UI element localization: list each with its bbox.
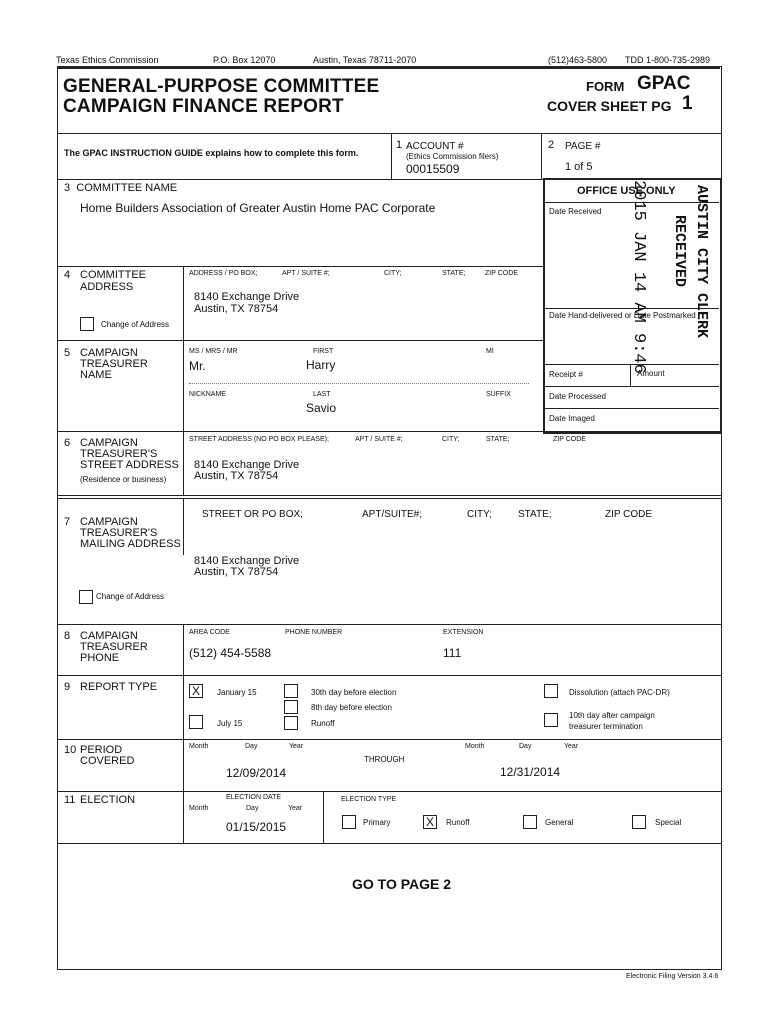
election-primary-label: Primary [363, 818, 391, 827]
committee-address-number: 4 [64, 269, 71, 281]
report-10day-label1: 10th day after campaign [569, 711, 655, 720]
report-8day-checkbox[interactable] [284, 700, 298, 714]
treasurer-name-label3: NAME [80, 369, 112, 381]
report-jan15-label: January 15 [217, 688, 257, 697]
received-stamp-label: RECEIVED [671, 215, 688, 288]
agency-po-box: P.O. Box 12070 [213, 55, 276, 65]
treasurer-mailing-line2[interactable]: Austin, TX 78754 [194, 566, 279, 578]
period-label1: PERIOD [80, 744, 123, 756]
col-apt-suite: APT / SUITE #; [282, 270, 330, 277]
report-type-label: REPORT TYPE [80, 681, 158, 693]
treasurer-last-name[interactable]: Savio [306, 401, 337, 415]
col-state: STATE; [442, 270, 466, 277]
committee-address-label1: COMMITTEE [80, 269, 146, 281]
date-processed-label: Date Processed [549, 392, 606, 401]
treasurer-phone-number: 8 [64, 630, 71, 642]
col-zip: ZIP CODE [485, 270, 518, 277]
col-street-apt: APT / SUITE #; [355, 436, 403, 443]
col-extension: EXTENSION [443, 629, 484, 636]
col-last: LAST [313, 391, 331, 398]
account-label: ACCOUNT # [406, 141, 464, 152]
office-use-title: OFFICE USE ONLY [577, 185, 676, 197]
election-runoff-label: Runoff [446, 818, 470, 827]
period-from-date[interactable]: 12/09/2014 [226, 766, 287, 780]
account-number-label: 1 [396, 139, 403, 151]
treasurer-street-label2: TREASURER'S [80, 448, 158, 460]
version-text: Electronic Filing Version 3.4.6 [626, 973, 719, 980]
period-through: THROUGH [364, 755, 405, 764]
report-30day-label: 30th day before election [311, 688, 397, 697]
date-imaged-label: Date Imaged [549, 414, 595, 423]
committee-change-address-label: Change of Address [101, 320, 170, 329]
period-to-day: Day [519, 743, 532, 750]
col-mailing-street: STREET OR PO BOX; [202, 509, 303, 520]
report-30day-checkbox[interactable] [284, 684, 298, 698]
cover-sheet-label: COVER SHEET PG [547, 98, 672, 114]
committee-name-label: 3 COMMITTEE NAME [64, 182, 178, 194]
election-date-label: ELECTION DATE [226, 794, 282, 801]
treasurer-mailing-line1[interactable]: 8140 Exchange Drive [194, 555, 300, 567]
treasurer-street-label4: (Residence or business) [80, 475, 167, 484]
col-mailing-zip: ZIP CODE [605, 509, 653, 520]
amount-label: Amount [637, 369, 665, 378]
treasurer-mailing-label3: MAILING ADDRESS [80, 538, 181, 550]
agency-phone: (512)463-5800 [548, 55, 608, 65]
committee-name-value[interactable]: Home Builders Association of Greater Austin Home PAC Corporate [80, 201, 436, 215]
agency-name: Texas Ethics Commission [56, 55, 159, 65]
election-year-label: Year [288, 805, 303, 812]
date-hand-delivered-label: Date Hand-delivered or Date Postmarked [549, 311, 696, 320]
report-jul15-label: July 15 [217, 719, 243, 728]
treasurer-street-label1: CAMPAIGN [80, 437, 138, 449]
agency-city: Austin, Texas 78711-2070 [313, 55, 417, 65]
goto-page-2: GO TO PAGE 2 [352, 876, 452, 892]
received-stamp-clerk: AUSTIN CITY CLERK [693, 185, 710, 339]
instructions-text: The GPAC INSTRUCTION GUIDE explains how to complete this form. [64, 148, 359, 158]
treasurer-first-name[interactable]: Harry [306, 358, 336, 372]
mailing-change-address-checkbox[interactable] [79, 590, 93, 604]
election-general-label: General [545, 818, 574, 827]
treasurer-street-number: 6 [64, 437, 71, 449]
mailing-change-address-label: Change of Address [96, 592, 165, 601]
col-area-code: AREA CODE [189, 629, 230, 636]
period-to-year: Year [564, 743, 579, 750]
treasurer-phone-value[interactable]: (512) 454-5588 [189, 646, 272, 660]
treasurer-phone-label2: TREASURER [80, 641, 148, 653]
election-runoff-checkbox[interactable]: X [423, 815, 437, 829]
report-jan15-checkbox[interactable]: X [189, 684, 203, 698]
election-label: ELECTION [80, 794, 136, 806]
treasurer-prefix[interactable]: Mr. [189, 359, 206, 373]
col-address-po: ADDRESS / PO BOX; [189, 270, 258, 277]
col-street-city: CITY; [442, 436, 460, 443]
treasurer-mailing-label2: TREASURER'S [80, 527, 158, 539]
election-special-checkbox[interactable] [632, 815, 646, 829]
col-mailing-state: STATE; [518, 509, 552, 520]
treasurer-mailing-label1: CAMPAIGN [80, 516, 138, 528]
committee-address-line1[interactable]: 8140 Exchange Drive [194, 291, 300, 303]
treasurer-name-label1: CAMPAIGN [80, 347, 138, 359]
treasurer-street-line2[interactable]: Austin, TX 78754 [194, 470, 279, 482]
report-jul15-checkbox[interactable] [189, 715, 203, 729]
election-month-label: Month [189, 805, 209, 812]
col-prefix: MS / MRS / MR [189, 348, 238, 355]
account-value[interactable]: 00015509 [406, 162, 460, 176]
receipt-label: Receipt # [549, 370, 583, 379]
col-street-zip: ZIP CODE [553, 436, 586, 443]
report-10day-label2: treasurer termination [569, 722, 643, 731]
date-received-label: Date Received [549, 207, 602, 216]
col-nickname: NICKNAME [189, 391, 226, 398]
form-title-line1: GENERAL-PURPOSE COMMITTEE [63, 76, 380, 97]
page-number-label: 2 [548, 139, 555, 151]
report-type-number: 9 [64, 681, 71, 693]
col-suffix: SUFFIX [486, 391, 511, 398]
treasurer-name-number: 5 [64, 347, 71, 359]
period-from-year: Year [289, 743, 304, 750]
report-runoff-checkbox[interactable] [284, 716, 298, 730]
col-mailing-city: CITY; [467, 509, 492, 520]
top-rule [57, 66, 720, 69]
period-to-month: Month [465, 743, 485, 750]
period-to-date[interactable]: 12/31/2014 [500, 765, 561, 779]
report-dissolution-checkbox[interactable] [544, 684, 558, 698]
col-phone-number: PHONE NUMBER [285, 629, 343, 636]
form-label: FORM [586, 79, 625, 94]
report-8day-label: 8th day before election [311, 703, 392, 712]
period-from-day: Day [245, 743, 258, 750]
period-label2: COVERED [80, 755, 135, 767]
election-date-value[interactable]: 01/15/2015 [226, 820, 287, 834]
election-primary-checkbox[interactable] [342, 815, 356, 829]
treasurer-street-label3: STREET ADDRESS [80, 459, 179, 471]
election-special-label: Special [655, 818, 682, 827]
received-stamp-date: 2015 JAN 14 AM 9:46 [629, 180, 648, 374]
report-dissolution-label: Dissolution (attach PAC-DR) [569, 688, 670, 697]
committee-change-address-checkbox[interactable] [80, 317, 94, 331]
treasurer-phone-label3: PHONE [80, 652, 120, 664]
form-code: GPAC [637, 73, 691, 94]
election-number: 11 [64, 794, 76, 806]
treasurer-phone-label1: CAMPAIGN [80, 630, 138, 642]
period-from-month: Month [189, 743, 209, 750]
report-10day-checkbox[interactable] [544, 713, 558, 727]
agency-tdd: TDD 1-800-735-2989 [625, 55, 711, 65]
col-street-state: STATE; [486, 436, 510, 443]
treasurer-street-line1[interactable]: 8140 Exchange Drive [194, 459, 300, 471]
election-type-label: ELECTION TYPE [341, 796, 397, 803]
form-title-line2: CAMPAIGN FINANCE REPORT [63, 96, 344, 117]
account-sublabel: (Ethics Commission filers) [406, 152, 499, 161]
committee-address-line2[interactable]: Austin, TX 78754 [194, 303, 279, 315]
election-general-checkbox[interactable] [523, 815, 537, 829]
col-first: FIRST [313, 348, 334, 355]
treasurer-mailing-number: 7 [64, 516, 71, 528]
period-number: 10 [64, 744, 77, 756]
election-day-label: Day [246, 805, 259, 812]
col-mailing-apt: APT/SUITE#; [362, 509, 423, 520]
page-value[interactable]: 1 of 5 [565, 161, 593, 173]
page-label: PAGE # [565, 141, 601, 152]
col-mi: MI [486, 348, 494, 355]
col-street-address: STREET ADDRESS (NO PO BOX PLEASE); [189, 436, 329, 443]
col-city: CITY; [384, 270, 402, 277]
report-runoff-label: Runoff [311, 719, 335, 728]
treasurer-name-label2: TREASURER [80, 358, 148, 370]
treasurer-extension-value[interactable]: 111 [443, 646, 462, 660]
cover-sheet-number: 1 [682, 93, 693, 114]
committee-address-label2: ADDRESS [80, 281, 134, 293]
